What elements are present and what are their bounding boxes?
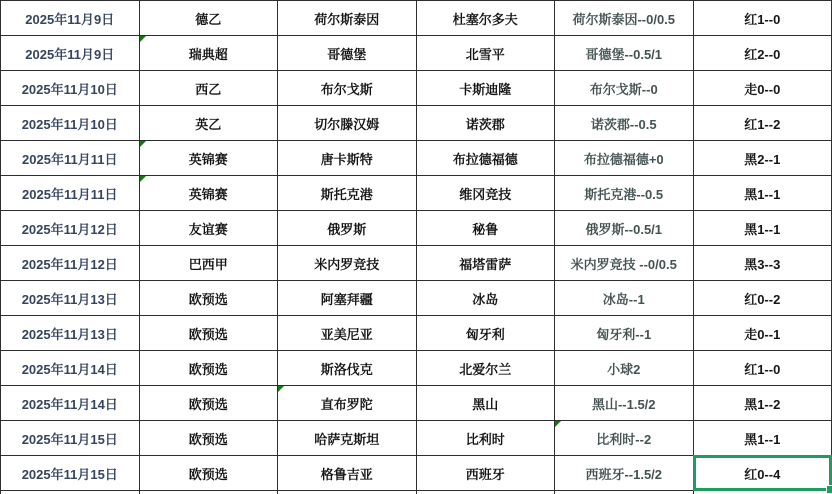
cell-handicap[interactable] xyxy=(555,246,694,281)
league-text: 欧预选 xyxy=(188,291,228,307)
result-text: 红0--2 xyxy=(744,291,781,307)
cell-handicap[interactable] xyxy=(555,141,694,176)
handicap-text: 小球2 xyxy=(607,361,641,377)
cell-away-team[interactable] xyxy=(417,281,556,316)
handicap-text: 布尔戈斯--0 xyxy=(589,81,658,97)
handicap-text: 比利时--2 xyxy=(596,431,652,447)
league-text: 瑞典超 xyxy=(188,46,228,62)
table-row xyxy=(1,386,832,421)
result-text: 黑3--3 xyxy=(744,256,781,272)
cell-league[interactable] xyxy=(140,106,279,141)
cell-date[interactable] xyxy=(1,316,140,351)
cell-date[interactable] xyxy=(1,456,140,491)
cell-result[interactable] xyxy=(694,246,832,281)
result-text: 红2--0 xyxy=(744,46,781,62)
cell-home-team[interactable] xyxy=(278,281,417,316)
result-text: 走0--1 xyxy=(744,326,781,342)
cell-handicap[interactable] xyxy=(555,211,694,246)
table-row xyxy=(1,141,832,176)
cell-home-team[interactable] xyxy=(278,211,417,246)
away-team-text: 匈牙利 xyxy=(465,326,505,342)
league-text: 欧预选 xyxy=(188,431,228,447)
away-team-text: 黑山 xyxy=(472,396,499,412)
away-team-text: 诺茨郡 xyxy=(465,116,505,132)
cell-date[interactable] xyxy=(1,421,140,456)
date-text: 2025年11月11日 xyxy=(22,186,118,202)
table-row xyxy=(1,456,832,491)
table-row xyxy=(1,281,832,316)
date-text: 2025年11月13日 xyxy=(21,326,118,342)
cell-home-team[interactable] xyxy=(278,246,417,281)
cell-away-team[interactable] xyxy=(417,106,556,141)
cell-league[interactable] xyxy=(140,351,279,386)
cell-result-selected[interactable] xyxy=(694,456,832,491)
home-team-text: 亚美尼亚 xyxy=(320,326,373,342)
cell-home-team[interactable] xyxy=(278,141,417,176)
result-text: 红1--0 xyxy=(744,11,781,27)
cell-away-team[interactable] xyxy=(417,1,556,36)
result-text: 黑1--2 xyxy=(744,396,781,412)
cell-home-team[interactable] xyxy=(278,386,417,421)
handicap-text: 黑山--1.5/2 xyxy=(591,396,656,412)
cell-away-team[interactable] xyxy=(417,316,556,351)
cell-handicap[interactable] xyxy=(555,316,694,351)
handicap-text: 哥德堡--0.5/1 xyxy=(585,46,663,62)
cell-result[interactable] xyxy=(694,351,832,386)
handicap-text: 诺茨郡--0.5 xyxy=(590,116,657,132)
cell-league[interactable] xyxy=(140,36,279,71)
date-text: 2025年11月9日 xyxy=(25,46,115,62)
handicap-text: 荷尔斯泰因--0/0.5 xyxy=(572,11,676,27)
cell-league[interactable] xyxy=(140,386,279,421)
cell-handicap[interactable] xyxy=(555,36,694,71)
cell-handicap[interactable] xyxy=(555,1,694,36)
home-team-text: 斯托克港 xyxy=(320,186,373,202)
handicap-text: 斯托克港--0.5 xyxy=(584,186,664,202)
cell-date[interactable] xyxy=(1,246,140,281)
date-text: 2025年11月9日 xyxy=(25,11,115,27)
league-text: 欧预选 xyxy=(188,361,228,377)
date-text: 2025年11月12日 xyxy=(21,221,118,237)
home-team-text: 直布罗陀 xyxy=(320,396,373,412)
cell-handicap[interactable] xyxy=(555,281,694,316)
date-text: 2025年11月13日 xyxy=(21,291,118,307)
date-text: 2025年11月14日 xyxy=(21,361,118,377)
home-team-text: 哥德堡 xyxy=(327,46,367,62)
handicap-text: 冰岛--1 xyxy=(602,291,645,307)
home-team-text: 布尔戈斯 xyxy=(320,81,373,97)
cell-date[interactable] xyxy=(1,386,140,421)
cell-league[interactable] xyxy=(140,176,279,211)
cell-league[interactable] xyxy=(140,71,279,106)
cell-home-team[interactable] xyxy=(278,176,417,211)
comment-flag-icon xyxy=(555,421,561,427)
cell-league[interactable] xyxy=(140,421,279,456)
handicap-text: 布拉德福德+0 xyxy=(583,151,664,167)
cell-date[interactable] xyxy=(1,176,140,211)
cell-home-team[interactable] xyxy=(278,421,417,456)
away-team-text: 比利时 xyxy=(465,431,505,447)
cell-away-team[interactable] xyxy=(417,141,556,176)
away-team-text: 福塔雷萨 xyxy=(459,256,512,272)
handicap-text: 匈牙利--1 xyxy=(596,326,652,342)
away-team-text: 杜塞尔多夫 xyxy=(452,11,518,27)
cell-date[interactable] xyxy=(1,141,140,176)
league-text: 西乙 xyxy=(195,81,222,97)
cell-result[interactable] xyxy=(694,36,832,71)
away-team-text: 卡斯迪隆 xyxy=(459,81,512,97)
cell-result[interactable] xyxy=(694,71,832,106)
cell-away-team[interactable] xyxy=(417,176,556,211)
cell-date[interactable] xyxy=(1,351,140,386)
cell-date[interactable] xyxy=(1,106,140,141)
league-text: 英锦赛 xyxy=(188,151,228,167)
table-row xyxy=(1,246,832,281)
cell-home-team[interactable] xyxy=(278,106,417,141)
home-team-text: 切尔滕汉姆 xyxy=(314,116,380,132)
table-row xyxy=(1,316,832,351)
cell-result[interactable] xyxy=(694,176,832,211)
cell-result[interactable] xyxy=(694,386,832,421)
cell-league[interactable] xyxy=(140,316,279,351)
cell-result[interactable] xyxy=(694,1,832,36)
comment-flag-icon xyxy=(278,386,284,392)
cell-result[interactable] xyxy=(694,106,832,141)
away-team-text: 西班牙 xyxy=(465,466,505,482)
comment-flag-icon xyxy=(140,176,146,182)
cell-date[interactable] xyxy=(1,36,140,71)
cell-home-team[interactable] xyxy=(278,316,417,351)
cell-handicap[interactable] xyxy=(555,386,694,421)
handicap-text: 俄罗斯--0.5/1 xyxy=(585,221,663,237)
cell-handicap[interactable] xyxy=(555,176,694,211)
date-text: 2025年11月15日 xyxy=(21,466,118,482)
cell-handicap[interactable] xyxy=(555,456,694,491)
date-text: 2025年11月15日 xyxy=(21,431,118,447)
cell-home-team[interactable] xyxy=(278,1,417,36)
result-text: 红1--2 xyxy=(744,116,781,132)
home-team-text: 哈萨克斯坦 xyxy=(314,431,380,447)
result-text: 红0--4 xyxy=(744,466,781,482)
home-team-text: 俄罗斯 xyxy=(327,221,367,237)
league-text: 欧预选 xyxy=(188,396,228,412)
selection-fill-handle[interactable] xyxy=(826,485,832,494)
cell-league[interactable] xyxy=(140,141,279,176)
cell-handicap[interactable] xyxy=(555,106,694,141)
away-team-text: 布拉德福德 xyxy=(452,151,518,167)
comment-flag-icon xyxy=(140,141,146,147)
table-row xyxy=(1,211,832,246)
cell-away-team[interactable] xyxy=(417,421,556,456)
cell-away-team[interactable] xyxy=(417,456,556,491)
table-row xyxy=(1,106,832,141)
league-text: 英乙 xyxy=(195,116,222,132)
result-text: 走0--0 xyxy=(744,81,781,97)
table-row xyxy=(1,176,832,211)
away-team-text: 北爱尔兰 xyxy=(459,361,512,377)
result-text: 黑1--1 xyxy=(744,186,781,202)
league-text: 友谊赛 xyxy=(188,221,228,237)
handicap-text: 西班牙--1.5/2 xyxy=(585,466,663,482)
table-row xyxy=(1,1,832,36)
cell-away-team[interactable] xyxy=(417,246,556,281)
cell-result[interactable] xyxy=(694,141,832,176)
table-row xyxy=(1,36,832,71)
cell-league[interactable] xyxy=(140,281,279,316)
cell-handicap[interactable] xyxy=(555,71,694,106)
away-team-text: 北雪平 xyxy=(465,46,505,62)
handicap-text: 米内罗竞技 --0/0.5 xyxy=(570,256,677,272)
cell-date[interactable] xyxy=(1,71,140,106)
cell-result[interactable] xyxy=(694,211,832,246)
away-team-text: 秘鲁 xyxy=(472,221,499,237)
home-team-text: 斯洛伐克 xyxy=(320,361,373,377)
home-team-text: 阿塞拜疆 xyxy=(320,291,373,307)
date-text: 2025年11月12日 xyxy=(21,256,118,272)
league-text: 欧预选 xyxy=(188,326,228,342)
home-team-text: 米内罗竞技 xyxy=(314,256,380,272)
cell-date[interactable] xyxy=(1,281,140,316)
league-text: 巴西甲 xyxy=(188,256,228,272)
cell-home-team[interactable] xyxy=(278,351,417,386)
cell-away-team[interactable] xyxy=(417,351,556,386)
date-text: 2025年11月10日 xyxy=(21,81,118,97)
result-text: 黑2--1 xyxy=(744,151,781,167)
date-text: 2025年11月10日 xyxy=(21,116,118,132)
result-text: 黑1--1 xyxy=(744,431,781,447)
cell-home-team[interactable] xyxy=(278,36,417,71)
home-team-text: 荷尔斯泰因 xyxy=(314,11,380,27)
result-text: 黑1--1 xyxy=(744,221,781,237)
cell-away-team[interactable] xyxy=(417,36,556,71)
table-row xyxy=(1,421,832,456)
cell-date[interactable] xyxy=(1,211,140,246)
league-text: 德乙 xyxy=(195,11,222,27)
away-team-text: 冰岛 xyxy=(472,291,499,307)
cell-home-team[interactable] xyxy=(278,71,417,106)
cell-league[interactable] xyxy=(140,211,279,246)
league-text: 英锦赛 xyxy=(188,186,228,202)
result-text: 红1--0 xyxy=(744,361,781,377)
cell-home-team[interactable] xyxy=(278,456,417,491)
cell-result[interactable] xyxy=(694,316,832,351)
date-text: 2025年11月11日 xyxy=(22,151,118,167)
table-row xyxy=(1,351,832,386)
cell-away-team[interactable] xyxy=(417,211,556,246)
table-row xyxy=(1,71,832,106)
cell-league[interactable] xyxy=(140,246,279,281)
cell-result[interactable] xyxy=(694,421,832,456)
cell-handicap[interactable] xyxy=(555,351,694,386)
home-team-text: 格鲁吉亚 xyxy=(320,466,373,482)
cell-handicap[interactable] xyxy=(555,421,694,456)
cell-result[interactable] xyxy=(694,281,832,316)
comment-flag-icon xyxy=(140,36,146,42)
home-team-text: 唐卡斯特 xyxy=(320,151,373,167)
cell-away-team[interactable] xyxy=(417,386,556,421)
league-text: 欧预选 xyxy=(188,466,228,482)
away-team-text: 维冈竞技 xyxy=(459,186,512,202)
cell-away-team[interactable] xyxy=(417,71,556,106)
cell-league[interactable] xyxy=(140,1,279,36)
cell-league[interactable] xyxy=(140,456,279,491)
cell-date[interactable] xyxy=(1,1,140,36)
date-text: 2025年11月14日 xyxy=(21,396,118,412)
